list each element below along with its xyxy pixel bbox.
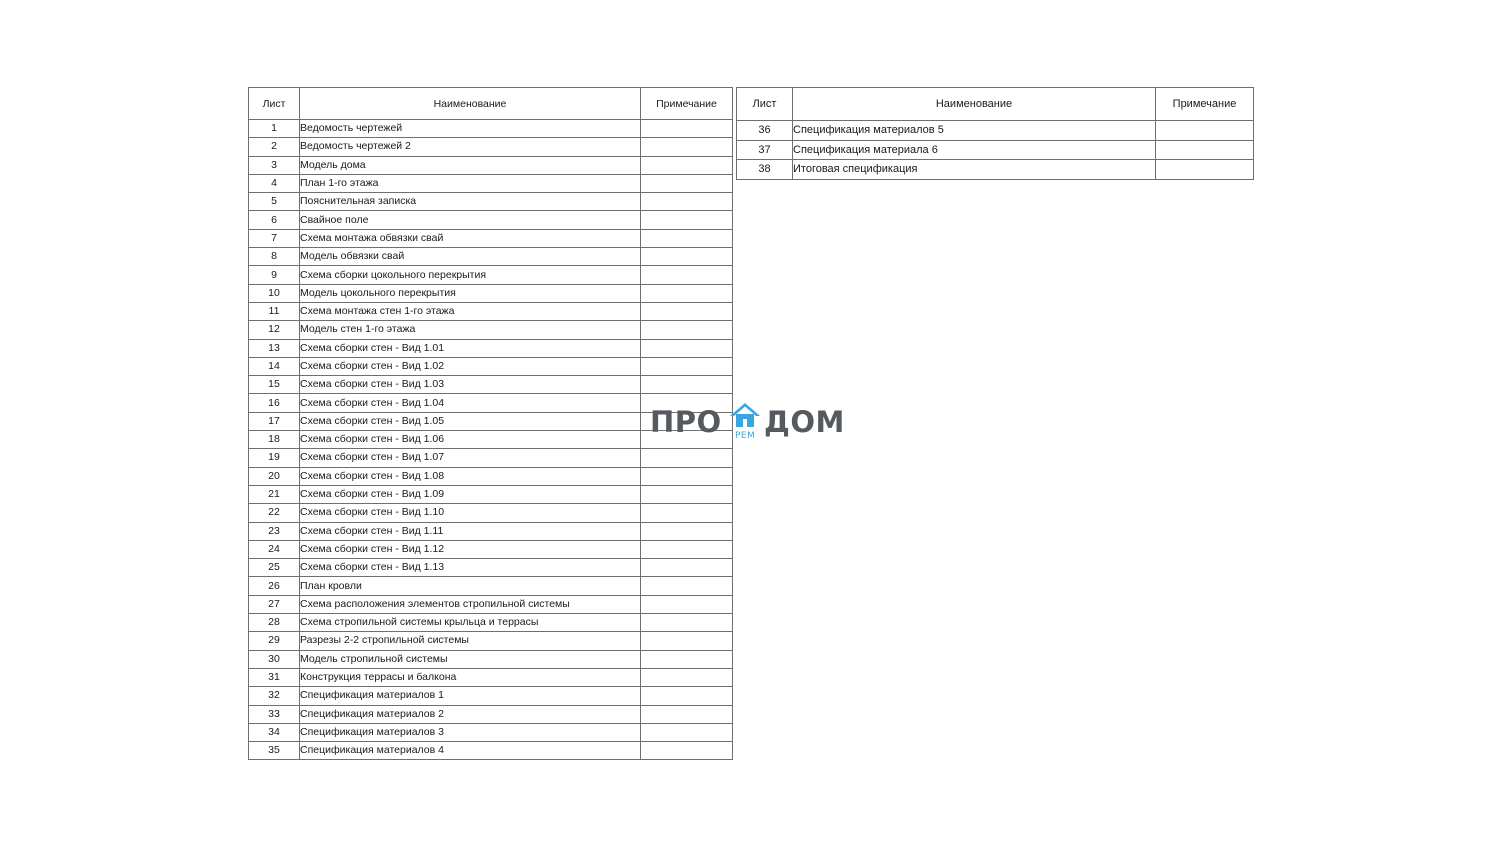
sheet-number-cell: 38 [737,160,793,180]
table-row [249,174,733,192]
sheet-name-cell: Схема монтажа обвязки свай [300,229,641,247]
sheet-name-cell: Модель дома [300,156,641,174]
sheet-number-cell: 26 [249,577,300,595]
sheet-note-cell [641,540,733,558]
sheet-name-cell: Модель обвязки свай [300,248,641,266]
sheet-name-cell: Спецификация материала 6 [793,140,1156,160]
sheet-note-cell [641,485,733,503]
table-row [249,339,733,357]
table-row [249,376,733,394]
sheet-note-cell [641,138,733,156]
table-header-row [249,88,733,120]
table-row [249,650,733,668]
table-row [249,723,733,741]
sheet-name-cell: План 1-го этажа [300,174,641,192]
sheet-note-cell [641,248,733,266]
sheet-name-cell: Спецификация материалов 1 [300,687,641,705]
sheet-name-cell: Схема сборки стен - Вид 1.13 [300,559,641,577]
table-row [249,540,733,558]
column-header-note: Примечание [641,88,733,120]
sheet-name-cell: Пояснительная записка [300,193,641,211]
sheet-name-cell: Свайное поле [300,211,641,229]
sheet-number-cell: 29 [249,632,300,650]
sheet-name-cell: Конструкция террасы и балкона [300,668,641,686]
sheet-note-cell [641,632,733,650]
sheet-note-cell [641,504,733,522]
sheet-name-cell: Схема сборки стен - Вид 1.12 [300,540,641,558]
sheet-note-cell [641,156,733,174]
table-row [249,211,733,229]
sheet-name-cell: Схема сборки стен - Вид 1.05 [300,412,641,430]
sheet-note-cell [641,668,733,686]
sheet-note-cell [641,742,733,760]
sheet-name-cell: План кровли [300,577,641,595]
sheet-note-cell [641,266,733,284]
table-row [249,595,733,613]
table-row [249,522,733,540]
table-row [249,485,733,503]
sheet-number-cell: 1 [249,120,300,138]
watermark-logo [650,402,850,442]
sheet-number-cell: 17 [249,412,300,430]
logo-word-pro: ПРО [650,405,722,439]
table-row [249,449,733,467]
sheet-note-cell [641,193,733,211]
sheet-number-cell: 13 [249,339,300,357]
sheet-name-cell: Схема сборки стен - Вид 1.08 [300,467,641,485]
sheet-note-cell [641,705,733,723]
table-row [249,467,733,485]
table-row [249,120,733,138]
sheet-number-cell: 36 [737,121,793,141]
sheet-note-cell [641,284,733,302]
sheet-name-cell: Схема сборки стен - Вид 1.03 [300,376,641,394]
column-header-name: Наименование [793,88,1156,121]
sheet-note-cell [641,357,733,375]
table-row [737,121,1254,141]
sheet-note-cell [641,321,733,339]
sheet-name-cell: Спецификация материалов 5 [793,121,1156,141]
table-row [249,504,733,522]
table-row [249,248,733,266]
sheet-name-cell: Ведомость чертежей [300,120,641,138]
sheet-note-cell [641,522,733,540]
table-row [249,321,733,339]
sheet-number-cell: 19 [249,449,300,467]
logo-subtext: РЕМ [735,431,756,441]
table-row [249,742,733,760]
sheet-number-cell: 8 [249,248,300,266]
table-row [249,138,733,156]
sheet-name-cell: Схема сборки цокольного перекрытия [300,266,641,284]
drawing-list-table-right [736,87,1254,180]
sheet-number-cell: 22 [249,504,300,522]
table-row [249,284,733,302]
sheet-number-cell: 6 [249,211,300,229]
sheet-number-cell: 35 [249,742,300,760]
sheet-note-cell [641,467,733,485]
sheet-name-cell: Модель стен 1-го этажа [300,321,641,339]
sheet-note-cell [641,614,733,632]
sheet-name-cell: Схема сборки стен - Вид 1.11 [300,522,641,540]
sheet-number-cell: 4 [249,174,300,192]
sheet-number-cell: 23 [249,522,300,540]
table-row [249,577,733,595]
house-icon [729,402,761,430]
column-header-sheet: Лист [737,88,793,121]
sheet-name-cell: Спецификация материалов 2 [300,705,641,723]
sheet-name-cell: Модель цокольного перекрытия [300,284,641,302]
sheet-name-cell: Спецификация материалов 4 [300,742,641,760]
table-row [249,705,733,723]
sheet-number-cell: 24 [249,540,300,558]
table-row [737,140,1254,160]
sheet-number-cell: 34 [249,723,300,741]
sheet-name-cell: Схема сборки стен - Вид 1.04 [300,394,641,412]
sheet-note-cell [641,302,733,320]
sheet-name-cell: Ведомость чертежей 2 [300,138,641,156]
sheet-number-cell: 31 [249,668,300,686]
sheet-number-cell: 27 [249,595,300,613]
table-row [249,559,733,577]
sheet-number-cell: 32 [249,687,300,705]
sheet-note-cell [641,211,733,229]
sheet-note-cell [641,577,733,595]
sheet-note-cell [641,595,733,613]
table-row [249,357,733,375]
sheet-number-cell: 7 [249,229,300,247]
sheet-name-cell: Схема стропильной системы крыльца и террасы [300,614,641,632]
sheet-note-cell [641,229,733,247]
logo-word-dom: ДОМ [764,405,845,439]
sheet-number-cell: 21 [249,485,300,503]
sheet-number-cell: 33 [249,705,300,723]
sheet-number-cell: 28 [249,614,300,632]
table-row [249,687,733,705]
sheet-number-cell: 11 [249,302,300,320]
sheet-number-cell: 20 [249,467,300,485]
sheet-note-cell [641,339,733,357]
sheet-name-cell: Схема сборки стен - Вид 1.01 [300,339,641,357]
sheet-note-cell [641,120,733,138]
column-header-name: Наименование [300,88,641,120]
sheet-name-cell: Схема монтажа стен 1-го этажа [300,302,641,320]
table-row [249,266,733,284]
column-header-note: Примечание [1156,88,1254,121]
sheet-name-cell: Схема сборки стен - Вид 1.09 [300,485,641,503]
table-row [249,614,733,632]
sheet-number-cell: 12 [249,321,300,339]
sheet-note-cell [641,376,733,394]
sheet-name-cell: Разрезы 2-2 стропильной системы [300,632,641,650]
column-header-sheet: Лист [249,88,300,120]
sheet-number-cell: 15 [249,376,300,394]
sheet-note-cell [641,723,733,741]
sheet-name-cell: Схема сборки стен - Вид 1.07 [300,449,641,467]
sheet-name-cell: Модель стропильной системы [300,650,641,668]
table-row [249,229,733,247]
sheet-number-cell: 3 [249,156,300,174]
sheet-number-cell: 10 [249,284,300,302]
sheet-number-cell: 30 [249,650,300,668]
sheet-number-cell: 14 [249,357,300,375]
sheet-number-cell: 2 [249,138,300,156]
sheet-name-cell: Итоговая спецификация [793,160,1156,180]
sheet-note-cell [641,449,733,467]
sheet-note-cell [1156,121,1254,141]
sheet-note-cell [641,687,733,705]
sheet-note-cell [641,650,733,668]
table-row [249,193,733,211]
sheet-number-cell: 9 [249,266,300,284]
sheet-number-cell: 37 [737,140,793,160]
sheet-number-cell: 5 [249,193,300,211]
sheet-name-cell: Схема сборки стен - Вид 1.06 [300,431,641,449]
table-row [249,302,733,320]
sheet-name-cell: Схема сборки стен - Вид 1.02 [300,357,641,375]
sheet-number-cell: 18 [249,431,300,449]
sheet-note-cell [1156,140,1254,160]
sheet-name-cell: Схема сборки стен - Вид 1.10 [300,504,641,522]
table-row [249,632,733,650]
sheet-note-cell [1156,160,1254,180]
table-row [249,156,733,174]
table-row [737,160,1254,180]
table-row [249,668,733,686]
sheet-note-cell [641,174,733,192]
sheet-number-cell: 16 [249,394,300,412]
sheet-name-cell: Схема расположения элементов стропильной системы [300,595,641,613]
sheet-name-cell: Спецификация материалов 3 [300,723,641,741]
sheet-note-cell [641,559,733,577]
table-header-row [737,88,1254,121]
sheet-number-cell: 25 [249,559,300,577]
